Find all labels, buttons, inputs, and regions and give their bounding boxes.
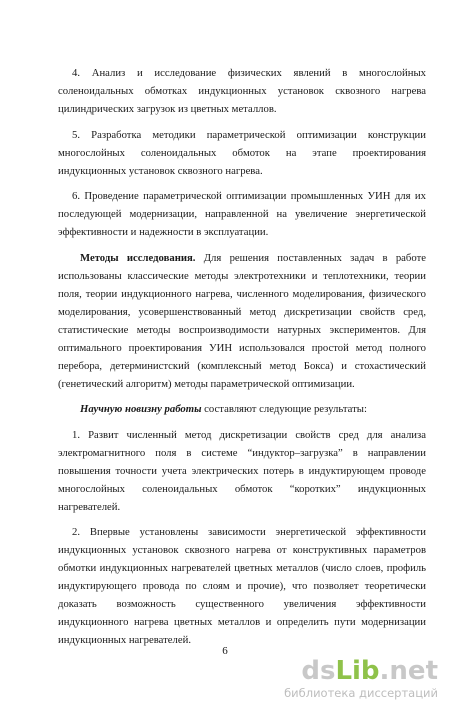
watermark-subtitle: библиотека диссертаций	[284, 686, 438, 700]
paragraph-item-5: 5. Разработка методики параметрической оптимизации конструкции многослойных соленоидальных обмоток на этапе проектирования индукционных установок сквозного нагрева.	[58, 128, 426, 177]
watermark-logo: dsLib.net	[301, 656, 438, 686]
novelty-item-1: 1. Развит численный метод дискретизации свойств сред для анализа электромагнитного поля в системе “индуктор–загрузка” в направлении повышения точности учета электрических потерь в индуктирующем проводе многослойных соленоидальных обмоток “коротких” индукционных нагревателей.	[58, 428, 426, 513]
page-number: 6	[222, 645, 228, 657]
methods-label: Методы исследования.	[80, 251, 196, 264]
novelty-label: Научную новизну работы	[80, 403, 202, 415]
novelty-item-2: 2. Впервые установлены зависимости энергетической эффективности индукционных установок сквозного нагрева от конструктивных параметров обмотки индукционных нагревателей цветных металлов (число слоев, профиль индуктирующего провода по слоям и прочие), что позволяет теоретически доказать возможность существенного увеличения эффективности индукционного нагрева цветных металлов и определить пути модернизации индукционных нагревателей.	[58, 526, 426, 646]
paragraph-item-4: 4. Анализ и исследование физических явлений в многослойных соленоидальных обмотках индукционных установок сквозного нагрева цилиндрических загрузок из цветных металлов.	[58, 67, 426, 115]
novelty-text: составляют следующие результаты:	[201, 403, 367, 415]
novelty-paragraph	[58, 400, 426, 418]
page-body	[58, 64, 426, 657]
paragraph-item-6: 6. Проведение параметрической оптимизации промышленных УИН для их последующей модернизации, направленной на увеличение энергетической эффективности и надежности в эксплуатации.	[58, 190, 426, 238]
methods-paragraph	[58, 249, 426, 393]
methods-text: Для решения поставленных задач в работе использованы классические методы электротехники и теплотехники, теории поля, теории индукционного нагрева, численного моделирования, физического моделирования, усовершенствованный метод дискретизации свойств сред, статистические методы воспроизводимости натурных экспериментов. Для оптимального проектирования УИН использовался простой метод полного перебора, детерминистский (комплексный метод Бокса) и стохастический (генетический алгоритм) методы параметрической оптимизации.	[58, 251, 426, 390]
watermark	[248, 657, 438, 700]
